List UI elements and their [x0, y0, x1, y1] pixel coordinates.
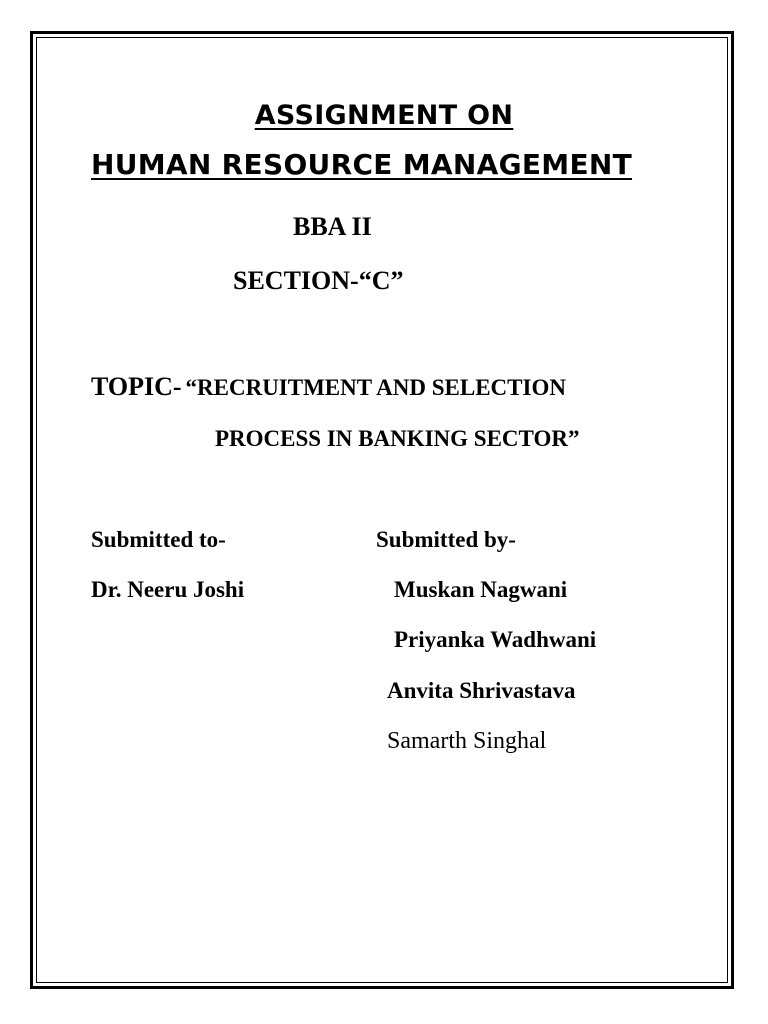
title-line-2: HUMAN RESOURCE MANAGEMENT	[91, 148, 633, 181]
title-line-1: ASSIGNMENT ON	[254, 100, 514, 131]
program-label: BBA II	[293, 212, 372, 241]
topic-line-2: PROCESS IN BANKING SECTOR”	[215, 426, 580, 451]
submitted-by-name-4: Samarth Singhal	[387, 728, 547, 754]
submitted-to-label: Submitted to-	[91, 527, 226, 552]
section-label: SECTION-“C”	[233, 266, 404, 295]
topic-line-1	[91, 372, 566, 402]
topic-label: TOPIC-	[91, 372, 182, 401]
submitted-by-label: Submitted by-	[376, 527, 516, 552]
submitted-by-name-3: Anvita Shrivastava	[387, 678, 576, 703]
submitted-to-name: Dr. Neeru Joshi	[91, 577, 245, 602]
submitted-by-name-1: Muskan Nagwani	[394, 577, 568, 602]
submitted-by-name-2: Priyanka Wadhwani	[394, 627, 597, 652]
topic-text-line-1: “RECRUITMENT AND SELECTION	[185, 375, 566, 400]
